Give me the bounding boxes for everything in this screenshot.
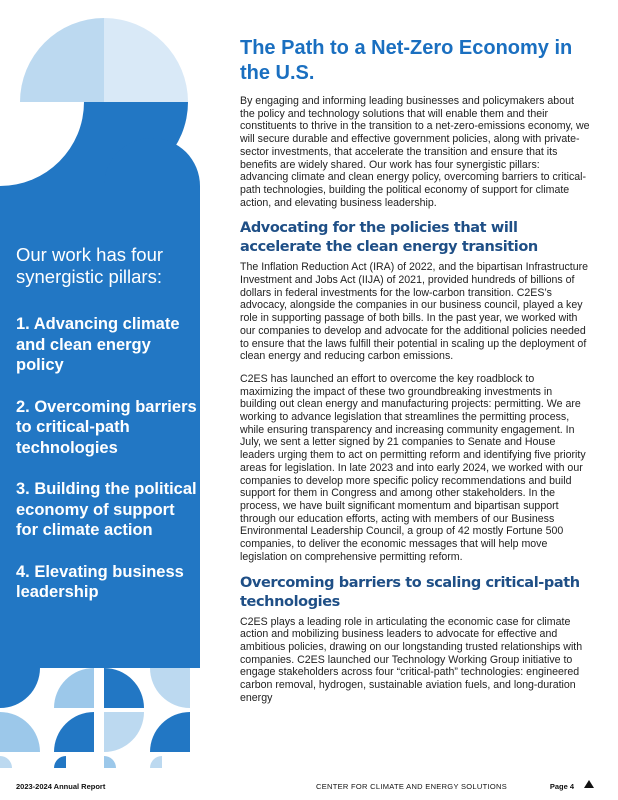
pillar-item: 1. Advancing climate and clean energy policy	[16, 315, 180, 374]
page-number: Page 4	[549, 782, 574, 791]
body-paragraph: C2ES plays a leading role in articulating the economic case for climate action and mobilizing business leaders to advocate for effective and ambitious policies, drawing on our longstanding trusted relationships with companies. C2ES launched our Technology Working Group initiative to engage stakeholders across four “critical-path” technologies: engineered carbon removal, hydrogen, sustainable aviation fuels, and long-duration energy	[240, 615, 583, 704]
report-label: 2023-2024 Annual Report	[16, 782, 106, 791]
decorative-shapes-top	[0, 0, 200, 240]
pillar-item: 4. Elevating business leadership	[16, 562, 184, 601]
organization-name: CENTER FOR CLIMATE AND ENERGY SOLUTIONS	[316, 782, 508, 791]
arrow-up-icon[interactable]	[584, 780, 594, 788]
body-paragraph: The Inflation Reduction Act (IRA) of 2022, and the bipartisan Infrastructure Investment and Jobs Act (IIJA) of 2021, provided hundreds of billions of dollars in federal investments for the low-carbon transition. C2ES’s advocacy, alongside the companies in our business council, played a key role in supporting passage of both bills. In the past year, we worked with our companies to develop and advocate for the additional policies needed to ensure that the laws fulfill their potential in scaling up the deployment of clean energy and reducing carbon emissions.	[240, 261, 589, 363]
pillars-list	[16, 314, 198, 624]
body-paragraph: C2ES has launched an effort to overcome the key roadblock to maximizing the impact of these two groundbreaking investments in building out clean energy and manufacturing projects: permitting. We are working to advance legislation that streamlines the permitting process, while ensuring transparency and increasing community engagement. In July, we sent a letter signed by 21 companies to Senate and House leaders urging them to act on permitting reform and identifying five priority areas for legislation. In late 2023 and into early 2024, we worked with our companies to develop more specific policy recommendations and build support for them in Congress and among other stakeholders. In the process, we have built significant momentum and bipartisan support through our education efforts, acting with members of our Business Environmental Leadership Council, a group of 42 mostly Fortune 500 companies, to deliver the economic messages that will help move legislation on comprehensive permitting reform.	[240, 372, 586, 563]
intro-paragraph: By engaging and informing leading businesses and policymakers about the policy and technology solutions that will enable them and their constituents to thrive in the transition to a net-zero-emissions economy, we will secure durable and effective government policies, along with private-sector investments, that accelerate the transition and ensure that its benefits are widely shared. Our work has four synergistic pillars: advancing climate and clean energy policy, overcoming barriers to critical-path technologies, building the political economy of support for climate action, and elevating business leadership.	[240, 95, 590, 209]
pillar-item: 3. Building the political economy of support for climate action	[16, 480, 197, 539]
section-heading: Overcoming barriers to scaling critical-path technologies	[240, 574, 580, 610]
page-title: The Path to a Net-Zero Economy in the U.S.	[240, 37, 573, 84]
sidebar	[0, 0, 200, 800]
pillars-intro: Our work has four synergistic pillars:	[16, 244, 164, 287]
section-heading: Advocating for the policies that will accelerate the clean energy transition	[240, 220, 538, 256]
page-footer	[0, 776, 618, 796]
decorative-shapes-bottom	[0, 668, 200, 768]
main-content	[240, 36, 590, 714]
pillar-item: 2. Overcoming barriers to critical-path technologies	[16, 397, 197, 457]
